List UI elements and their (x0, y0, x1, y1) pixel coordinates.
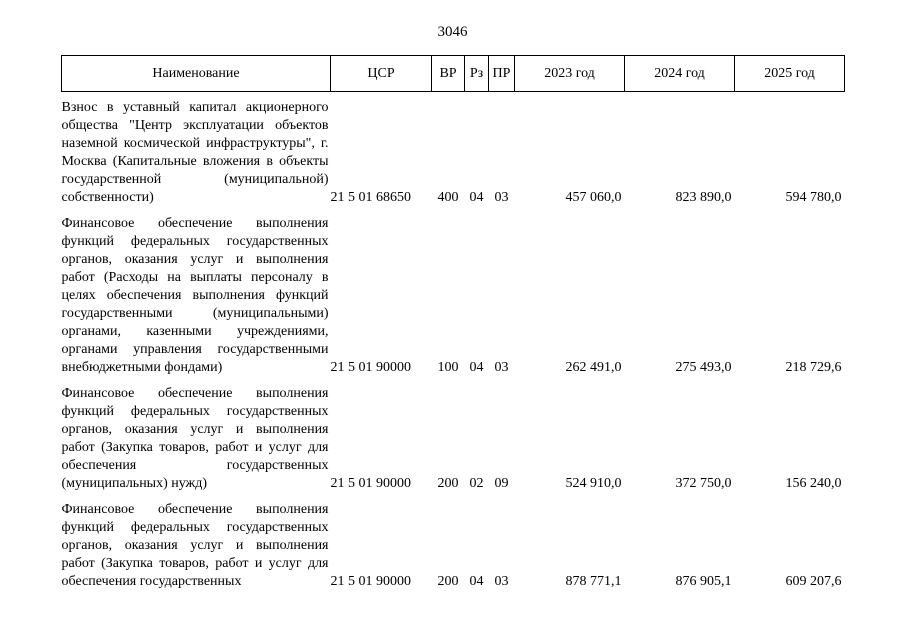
header-csr: ЦСР (331, 56, 432, 92)
row-2023: 457 060,0 (565, 190, 622, 205)
header-pr: ПР (489, 56, 515, 92)
page-number: 3046 (437, 24, 468, 40)
row-2023: 524 910,0 (565, 476, 622, 491)
row-pr: 03 (494, 360, 509, 375)
budget-table (61, 55, 845, 591)
header-rz: Рз (465, 56, 489, 92)
row-pr: 03 (494, 574, 509, 589)
row-2023: 878 771,1 (565, 574, 622, 589)
row-vr: 200 (437, 574, 459, 589)
row-2023: 262 491,0 (565, 360, 622, 375)
row-vr: 400 (437, 190, 459, 205)
header-2025: 2025 год (735, 56, 845, 92)
row-csr: 21 5 01 90000 (330, 574, 411, 589)
header-2024: 2024 год (625, 56, 735, 92)
table-row (62, 207, 845, 377)
table-header (62, 56, 845, 92)
row-name: Финансовое обеспечение выполнения функций федеральных государственных органов, оказания услуг и выполнения работ (Закупка товаров, работ и услуг для обеспечения государственных (61, 502, 329, 589)
table-row (62, 493, 845, 591)
row-2025: 594 780,0 (785, 190, 842, 205)
header-vr: ВР (432, 56, 465, 92)
row-2024: 823 890,0 (675, 190, 732, 205)
header-name: Наименование (62, 56, 331, 92)
row-name: Финансовое обеспечение выполнения функций федеральных государственных органов, оказания услуг и выполнения работ (Расходы на выплаты персоналу в целях обеспечения выполнения функций государственными (муниципальными) органами, казенными учреждениями, органами управления государственными внебюджетными фондами) (61, 216, 329, 375)
row-vr: 200 (437, 476, 459, 491)
row-vr: 100 (437, 360, 459, 375)
row-name: Финансовое обеспечение выполнения функций федеральных государственных органов, оказания услуг и выполнения работ (Закупка товаров, работ и услуг для обеспечения государственных (муниципальных) нужд) (61, 386, 329, 491)
header-2023: 2023 год (515, 56, 625, 92)
row-rz: 04 (469, 574, 484, 589)
row-name: Взнос в уставный капитал акционерного общества "Центр эксплуатации объектов наземной космической инфраструктуры", г. Москва (Капитальные вложения в объекты государственной (муниципальной) собственности) (61, 100, 329, 205)
row-csr: 21 5 01 90000 (330, 476, 411, 491)
table-header-row (62, 56, 845, 92)
row-2024: 275 493,0 (675, 360, 732, 375)
row-csr: 21 5 01 90000 (330, 360, 411, 375)
table-body (62, 92, 845, 592)
row-rz: 04 (469, 190, 484, 205)
row-2025: 218 729,6 (785, 360, 842, 375)
table-row (62, 92, 845, 208)
row-2024: 372 750,0 (675, 476, 732, 491)
table-row (62, 377, 845, 493)
row-rz: 04 (469, 360, 484, 375)
row-pr: 03 (494, 190, 509, 205)
row-rz: 02 (469, 476, 484, 491)
row-2024: 876 905,1 (675, 574, 732, 589)
row-2025: 609 207,6 (785, 574, 842, 589)
row-pr: 09 (494, 476, 509, 491)
row-2025: 156 240,0 (785, 476, 842, 491)
row-csr: 21 5 01 68650 (330, 190, 411, 205)
